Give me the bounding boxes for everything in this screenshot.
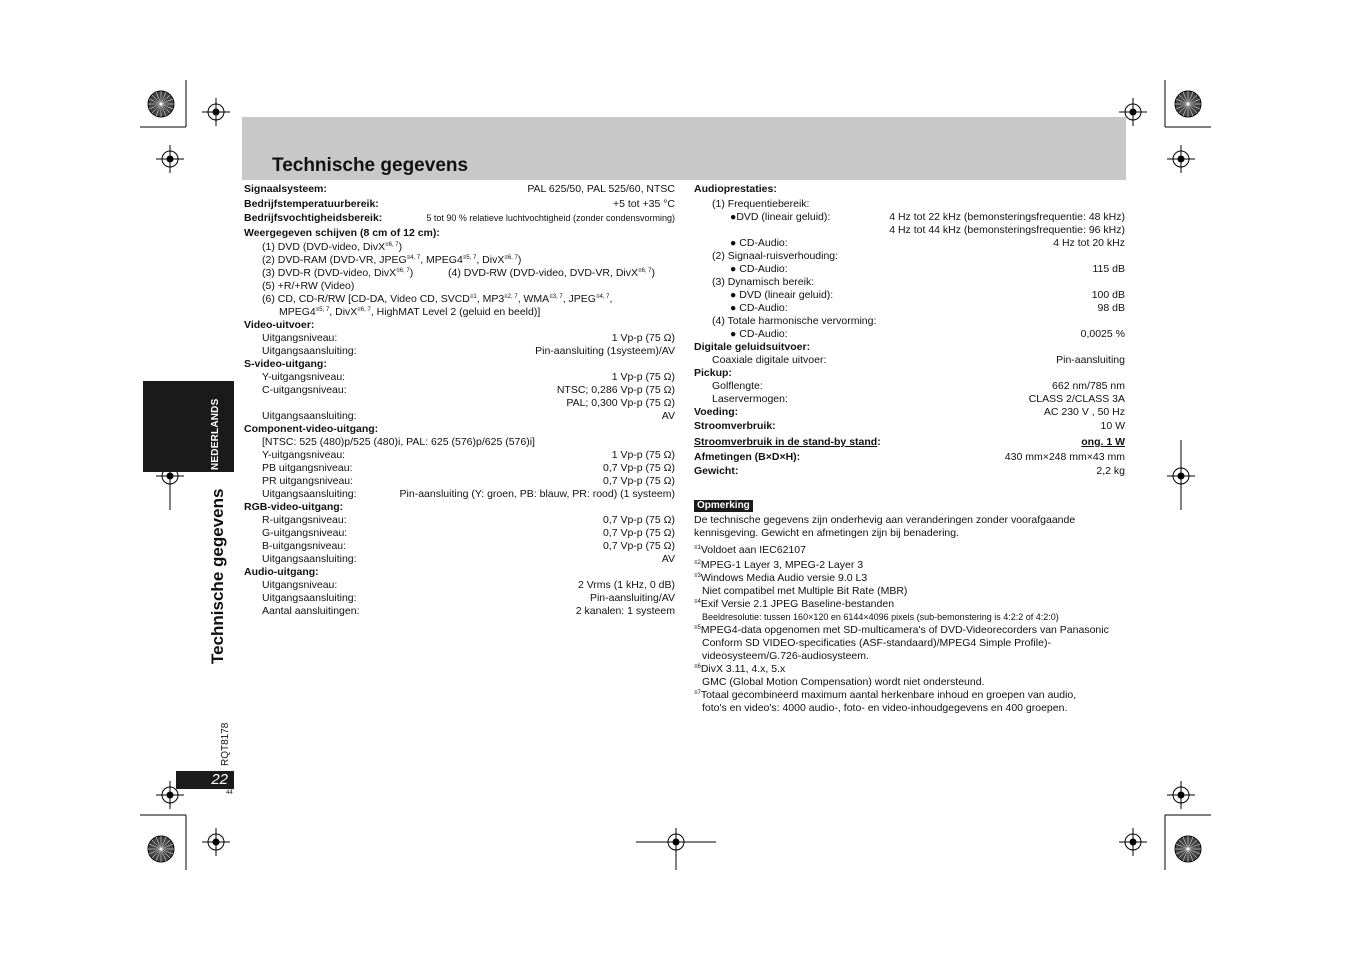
spec-row: PR uitgangsniveau: 0,7 Vp-p (75 Ω) <box>262 475 675 487</box>
footnote-4: $^{\equiv 4}$Exif Versie 2.1 JPEG Baseline-bestanden <box>694 597 895 610</box>
spec-row: ● CD-Audio: 98 dB <box>730 301 1125 314</box>
spec-row-afmetingen: Afmetingen (B×D×H): 430 mm×248 mm×43 mm <box>694 450 1125 463</box>
spec-row: ● CD-Audio: 0,0025 % <box>730 327 1125 340</box>
page-title: Technische gegevens <box>272 155 469 176</box>
section-pickup: Pickup: <box>694 366 732 379</box>
section-s-video: S-video-uitgang: <box>244 358 327 370</box>
footnote-5-cont: Conform SD VIDEO-specificaties (ASF-standaard)/MPEG4 Simple Profile)- <box>702 636 1051 649</box>
disc-item-5: (5) +R/+RW (Video) <box>262 280 355 292</box>
note-section <box>694 499 1125 715</box>
note-badge: Opmerking <box>694 500 753 512</box>
model-code: RQT8178 <box>220 722 231 766</box>
spec-row: (1) Frequentiebereik: <box>712 197 810 210</box>
footnote-3: $^{\equiv 3}$Windows Media Audio versie 9.0 L3 <box>694 571 868 584</box>
spec-row: Coaxiale digitale uitvoer: Pin-aansluiting <box>712 353 1125 366</box>
spec-row: R-uitgangsniveau: 0,7 Vp-p (75 Ω) <box>262 514 675 526</box>
spec-row: (2) Signaal-ruisverhouding: <box>712 249 839 262</box>
spec-column-right <box>694 183 1125 715</box>
footnote-2: $^{\equiv 2}$MPEG-1 Layer 3, MPEG-2 Layer 3 <box>694 558 864 571</box>
side-section-title: Technische gegevens <box>208 488 227 664</box>
section-audioprestaties: Audioprestaties: <box>694 183 777 195</box>
spec-row: Uitgangsniveau: 1 Vp-p (75 Ω) <box>262 332 675 344</box>
spec-row: Uitgangsaansluiting: Pin-aansluiting (Y: groen, PB: blauw, PR: rood) (1 systeem) <box>262 488 675 500</box>
spec-row: B-uitgangsniveau: 0,7 Vp-p (75 Ω) <box>262 540 675 552</box>
spec-row: Aantal aansluitingen: 2 kanalen: 1 systeem <box>262 605 675 617</box>
spec-row: ● CD-Audio: 4 Hz tot 20 kHz <box>730 236 1125 249</box>
disc-item-2: (2) DVD-RAM (DVD-VR, $JPEG^{\equiv 4, 7}$, $MPEG4^{\equiv 5, 7}$, DivX$^{\equiv 6, 7}$) <box>262 254 522 266</box>
footnote-4-cont: Beeldresolutie: tussen 160×120 en 6144×4096 pixels (sub-bemonstering is 4:2:2 of 4:2:0) <box>702 611 1059 622</box>
star-target-br <box>1175 836 1201 862</box>
spec-row: Uitgangsaansluiting: AV <box>262 410 675 422</box>
spec-row-temperatuur: Bedrijfstemperatuurbereik: +5 tot +35 °C <box>244 197 675 210</box>
spec-row: Uitgangsaansluiting: Pin-aansluiting/AV <box>262 592 675 604</box>
spec-row-signaalsysteem: Signaalsysteem: PAL 625/50, PAL 525/60, NTSC <box>244 183 675 195</box>
star-target-tr <box>1175 91 1201 117</box>
spec-row: ● CD-Audio: 115 dB <box>730 262 1125 275</box>
star-target-bl <box>148 836 174 862</box>
footnote-6: $^{\equiv 6}$DivX 3.11, 4.x, 5.x <box>694 662 786 675</box>
spec-row: Golflengte: 662 nm/785 nm <box>712 379 1125 392</box>
section-digitale-uitvoer: Digitale geluidsuitvoer: <box>694 340 811 353</box>
spec-row: PAL; 0,300 Vp-p (75 Ω) <box>566 397 675 409</box>
spec-row-gewicht: Gewicht: 2,2 kg <box>694 465 1125 477</box>
language-tab-label: NEDERLANDS <box>210 398 221 470</box>
spec-row: PB uitgangsniveau: 0,7 Vp-p (75 Ω) <box>262 462 675 474</box>
spec-row: [NTSC: 525 (480)p/525 (480)i, PAL: 625 (576)p/625 (576)i] <box>262 436 535 448</box>
footnote-1: $^{\equiv 1}$Voldoet aan IEC62107 <box>694 544 806 556</box>
spec-row: 4 Hz tot 44 kHz (bemonsteringsfrequentie: 96 kHz) <box>889 223 1125 236</box>
star-target-tl <box>148 91 174 117</box>
spec-row: Laservermogen: CLASS 2/CLASS 3A <box>712 392 1125 405</box>
spec-row: Uitgangsaansluiting: AV <box>262 553 675 565</box>
spec-row-voeding: Voeding: AC 230 V , 50 Hz <box>694 405 1125 418</box>
section-component: Component-video-uitgang: <box>244 423 379 435</box>
sheet-number: 44 <box>226 790 233 796</box>
footnote-7: $^{\equiv 7}$Totaal gecombineerd maximum aantal herkenbare inhoud en groepen van audio, <box>694 688 1077 701</box>
spec-row: Y-uitgangsniveau: 1 Vp-p (75 Ω) <box>262 449 675 461</box>
disc-item-6-cont: $MPEG4^{\equiv 5, 7}$, DivX$^{\equiv 6, 7}$, HighMAT Level 2 (geluid en beeld)] <box>279 306 541 318</box>
spec-row: (3) Dynamisch bereik: <box>712 275 815 288</box>
spec-row: (4) Totale harmonische vervorming: <box>712 314 877 327</box>
spec-row: Uitgangsaansluiting: Pin-aansluiting (1systeem)/AV <box>262 345 675 357</box>
footnote-3-cont: Niet compatibel met Multiple Bit Rate (MBR) <box>702 584 908 597</box>
section-video-uitvoer: Video-uitvoer: <box>244 319 315 331</box>
section-rgb: RGB-video-uitgang: <box>244 501 344 513</box>
section-audio-uitgang: Audio-uitgang: <box>244 566 319 578</box>
section-schijven: Weergegeven schijven (8 cm of 12 cm): <box>244 226 440 239</box>
disc-item-3-4: (3) DVD-R (DVD-video, DivX$^{\equiv 6, 7}$) (4) DVD-RW (DVD-video, DVD-VR, DivX$^{\equiv 6, 7}$) <box>262 267 656 279</box>
spec-row: Uitgangsniveau: 2 Vrms (1 kHz, 0 dB) <box>262 579 675 591</box>
footnote-7-cont: foto's en video's: 4000 audio-, foto- en video-inhoudgegevens en 400 groepen. <box>702 701 1068 714</box>
note-text: De technische gegevens zijn onderhevig aan veranderingen zonder voorafgaande kennisgeving. Gewicht en afmetingen zijn bij benadering. <box>694 514 1076 539</box>
spec-row: Y-uitgangsniveau: 1 Vp-p (75 Ω) <box>262 371 675 383</box>
footnote-5-cont2: videosysteem/G.726-audiosysteem. <box>702 649 869 662</box>
page-number: 22 <box>211 771 228 788</box>
spec-row-stroomverbruik: Stroomverbruik: 10 W <box>694 420 1125 432</box>
spec-row: ●DVD (lineair geluid): 4 Hz tot 22 kHz (bemonsteringsfrequentie: 48 kHz) <box>730 210 1125 223</box>
spec-row: G-uitgangsniveau: 0,7 Vp-p (75 Ω) <box>262 527 675 539</box>
page-number-box <box>176 771 234 789</box>
footnote-6-cont: GMC (Global Motion Compensation) wordt niet ondersteund. <box>702 675 985 688</box>
footnote-5: $^{\equiv 5}$MPEG4-data opgenomen met SD-multicamera's of DVD-Videorecorders van Panasonic <box>694 623 1109 636</box>
spec-row-vochtigheid: Bedrijfsvochtigheidsbereik: 5 tot 90 % relatieve luchtvochtigheid (zonder condensvorming) <box>244 212 675 224</box>
spec-row: ● DVD (lineair geluid): 100 dB <box>730 288 1125 301</box>
spec-row-standby: Stroomverbruik in de stand-by stand: ong. 1 W <box>694 436 1125 448</box>
disc-item-1: (1) DVD (DVD-video, DivX$^{\equiv 6, 7}$) <box>262 241 403 253</box>
spec-column-left <box>244 183 675 618</box>
spec-row: C-uitgangsniveau: NTSC; 0,286 Vp-p (75 Ω) <box>262 384 675 396</box>
disc-item-6: (6) CD, CD-R/RW [CD-DA, Video CD, $SVCD^{\equiv 1}$, $MP3^{\equiv 2, 7}$, $WMA^{\equiv 3, 7}$, $JPEG^{\equiv 4, 7}$, <box>262 293 613 305</box>
